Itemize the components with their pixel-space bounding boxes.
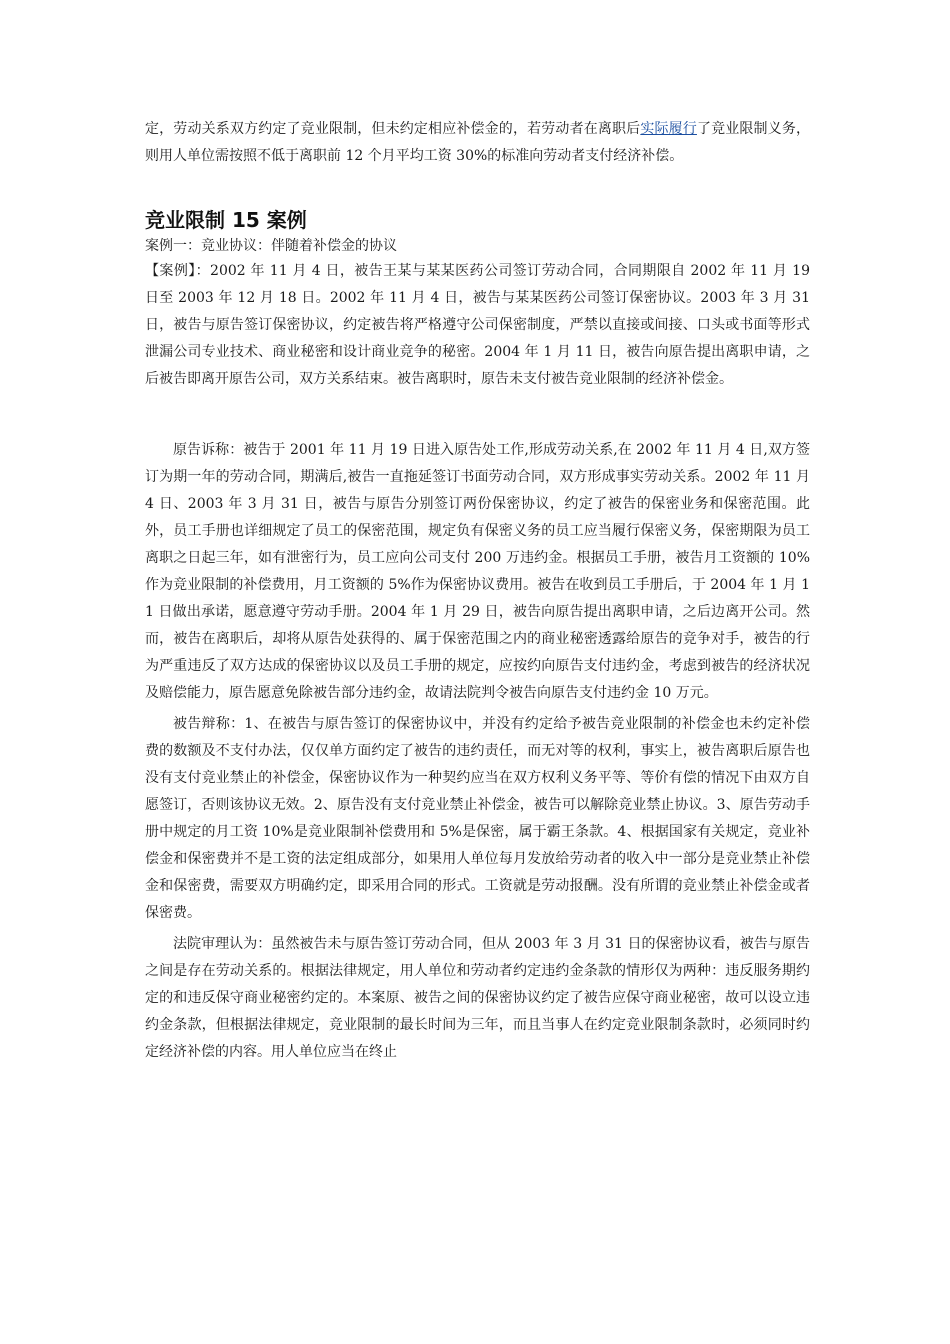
case-title: 案例一：竞业协议：伴随着补偿金的协议 xyxy=(145,238,397,254)
plaintiff-claim-paragraph: 原告诉称：被告于 2001 年 11 月 19 日进入原告处工作,形成劳动关系,在 2002 年 11 月 4 日,双方签订为期一年的劳动合同，期满后,被告一直拖延签订书面劳动合同，双方形成事实劳动关系。2002 年 11 月 4 日、2003 年 3 月 31 日，被告与原告分别签订两份保密协议，约定了被告的保密业务和保密范围。此外，员工手册也详细规定了员工的保密范围，规定负有保密义务的员工应当履行保密义务，保密期限为员工离职之日起三年，如有泄密行为，员工应向公司支付 200 万违约金。根据员工手册，被告月工资额的 10%作为竞业限制的补偿费用，月工资额的 5%作为保密协议费用。被告在收到员工手册后，于 2004 年 1 月 11 日做出承诺，愿意遵守劳动手册。2004 年 1 月 29 日，被告向原告提出离职申请，之后边离开公司。然而，被告在离职后，却将从原告处获得的、属于保密范围之内的商业秘密透露给原告的竞争对手，被告的行为严重违反了双方达成的保密协议以及员工手册的规定，应按约向原告支付违约金，考虑到被告的经济状况及赔偿能力，原告愿意免除被告部分违约金，故请法院判令被告向原告支付违约金 10 万元。 xyxy=(145,442,810,701)
document-page xyxy=(145,0,810,1066)
actual-performance-link[interactable]: 实际履行 xyxy=(640,121,697,137)
intro-text-before-link: 定，劳动关系双方约定了竞业限制，但未约定相应补偿金的，若劳动者在离职后 xyxy=(145,121,641,137)
intro-paragraph xyxy=(145,116,810,170)
section-title: 竞业限制 15 案例 xyxy=(145,208,307,232)
intro-text-after-link: 了竞业限制义务，则用人单位需按照不低于离职前 12 个月平均工资 30%的标准向劳动者支付经济补偿。 xyxy=(145,121,811,164)
defendant-defense-paragraph: 被告辩称：1、在被告与原告签订的保密协议中，并没有约定给予被告竞业限制的补偿金也未约定补偿费的数额及不支付办法，仅仅单方面约定了被告的违约责任，而无对等的权利，事实上，被告离职后原告也没有支付竞业禁止的补偿金，保密协议作为一种契约应当在双方权利义务平等、等价有偿的情况下由双方自愿签订，否则该协议无效。2、原告没有支付竞业禁止补偿金，被告可以解除竞业禁止协议。3、原告劳动手册中规定的月工资 10%是竞业限制补偿费用和 5%是保密，属于霸王条款。4、根据国家有关规定，竞业补偿金和保密费并不是工资的法定组成部分，如果用人单位每月发放给劳动者的收入中一部分是竞业禁止补偿金和保密费，需要双方明确约定，即采用合同的形式。工资就是劳动报酬。没有所谓的竞业禁止补偿金或者保密费。 xyxy=(145,716,810,921)
case-facts-paragraph: 【案例】：2002 年 11 月 4 日，被告王某与某某医药公司签订劳动合同，合同期限自 2002 年 11 月 19 日至 2003 年 12 月 18 日。2002 年 11 月 4 日，被告与某某医药公司签订保密协议。2003 年 3 月 31 日，被告与原告签订保密协议，约定被告将严格遵守公司保密制度，严禁以直接或间接、口头或书面等形式泄漏公司专业技术、商业秘密和设计商业竞争的秘密。2004 年 1 月 11 日，被告向原告提出离职申请，之后被告即离开原告公司，双方关系结束。被告离职时，原告未支付被告竞业限制的经济补偿金。 xyxy=(145,263,810,387)
court-opinion-paragraph: 法院审理认为：虽然被告未与原告签订劳动合同，但从 2003 年 3 月 31 日的保密协议看，被告与原告之间是存在劳动关系的。根据法律规定，用人单位和劳动者约定违约金条款的情形仅为两种：违反服务期约定的和违反保守商业秘密约定的。本案原、被告之间的保密协议约定了被告应保守商业秘密，故可以设立违约金条款，但根据法律规定，竞业限制的最长时间为三年，而且当事人在约定竞业限制条款时，必须同时约定经济补偿的内容。用人单位应当在终止 xyxy=(145,936,810,1060)
